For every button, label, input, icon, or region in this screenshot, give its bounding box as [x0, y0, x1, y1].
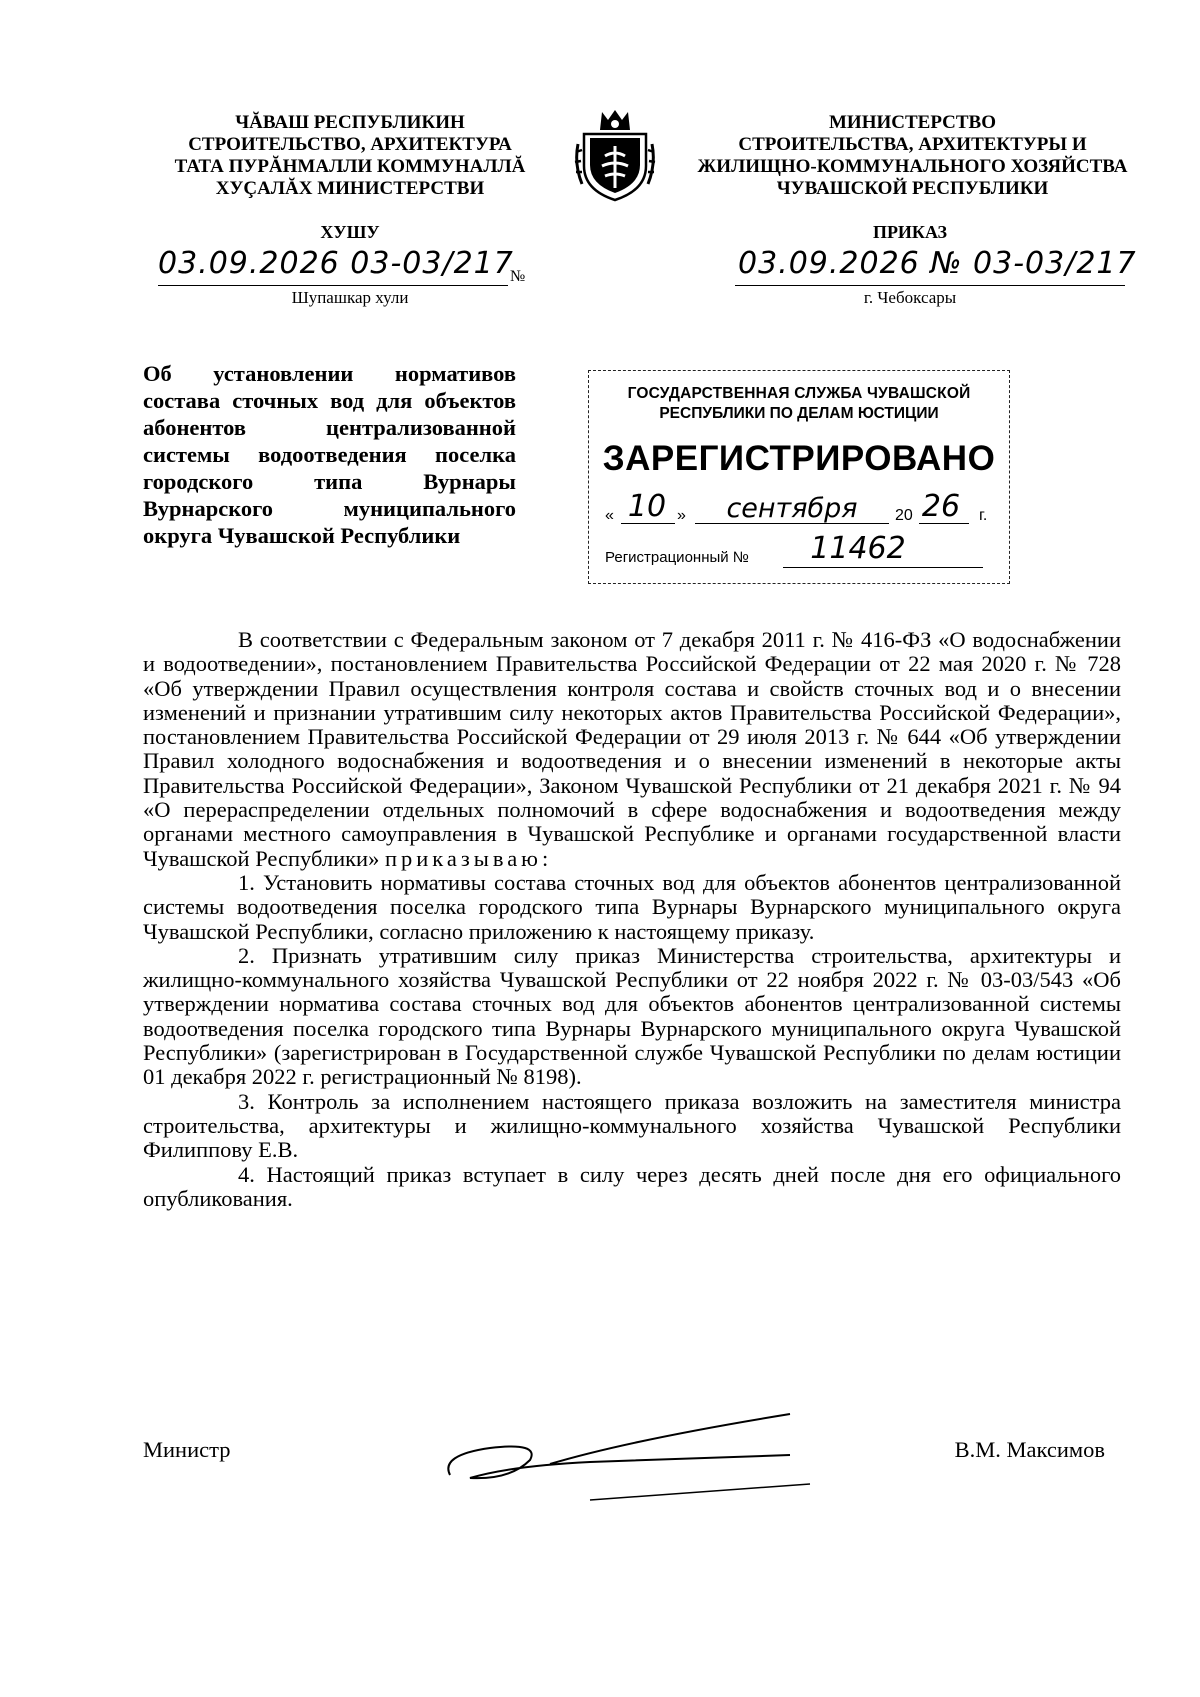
stamp-quote-open: « [605, 507, 614, 524]
header-left-line: ЧĂВАШ РЕСПУБЛИКИН [235, 112, 465, 133]
registration-stamp [588, 370, 1010, 584]
body-paragraph-1: 1. Установить нормативы состава сточных вод для объектов абонентов централизованной системы водоотведения поселка городского типа Вурнары Вурнарского муниципального округа Чувашской Республики, согласно приложению к настоящему приказу. [143, 869, 1121, 944]
number-sign-left: № [510, 268, 526, 285]
doc-type-label-right: ПРИКАЗ [872, 222, 948, 242]
stamp-agency-line2: РЕСПУБЛИКИ ПО ДЕЛАМ ЮСТИЦИИ [659, 405, 939, 422]
stamp-quote-close: » [677, 507, 686, 524]
doc-place-left: Шупашкар хули [291, 288, 409, 307]
stamp-year-suffix: 26 [921, 489, 961, 524]
number-underline-right [735, 285, 1125, 286]
stamp-underline [695, 523, 889, 524]
stamp-reg-number: 11462 [810, 531, 906, 566]
header-left-chuvash [150, 112, 550, 200]
header-left-line: ХУÇАЛĂХ МИНИСТЕРСТВИ [215, 178, 485, 199]
stamp-year-unit: г. [979, 507, 988, 524]
stamp-registered-label: ЗАРЕГИСТРИРОВАНО [602, 439, 996, 478]
header-right-line: МИНИСТЕРСТВО [828, 112, 997, 133]
stamp-registration-row [605, 531, 995, 567]
body-paragraph-2: 2. Признать утратившим силу приказ Министерства строительства, архитектуры и жилищно-коммунального хозяйства Чувашской Республики от 22 ноября 2022 г. № 03-03/543 «Об утверждении норматива состава сточных вод для объектов абонентов централизованной системы водоотведения поселка городского типа Вурнары Вурнарского муниципального округа Чувашской Республики» (зарегистрирован в Государственной службе Чувашской Республики по делам юстиции 01 декабря 2022 г. регистрационный № 8198). [143, 942, 1121, 1090]
header-right-russian [670, 112, 1155, 200]
body-paragraph-4: 4. Настоящий приказ вступает в силу через десять дней после дня его официального опубликования. [143, 1161, 1121, 1211]
intro-text: В соответствии с Федеральным законом от 7 декабря 2011 г. № 416-ФЗ «О водоснабжении и водоотведении», постановлением Правительства Российской Федерации от 22 мая 2020 г. № 728 «Об утверждении Правил осуществления контроля состава и свойств сточных вод и о внесении изменений и признании утратившим силу некоторых актов Правительства Российской Федерации», постановлением Правительства Российской Федерации от 29 июля 2013 г. № 644 «Об утверждении Правил холодного водоснабжения и водоотведения и о внесении изменений в некоторые акты Правительства Российской Федерации», Законом Чувашской Республики от 21 декабря 2021 г. № 94 «О перераспределении отдельных полномочий в сфере водоснабжения и водоотведения между органами местного самоуправления в Чувашской Республике и органами государственной власти Чувашской Республики» [143, 627, 1121, 871]
doc-type-label-left: ХУШУ [320, 222, 380, 242]
stamp-date [605, 489, 995, 527]
stamp-year-prefix: 20 [895, 507, 913, 524]
stamp-month: сентября [726, 493, 858, 524]
header-right-line: ЖИЛИЩНО-КОММУНАЛЬНОГО ХОЗЯЙСТВА [697, 156, 1128, 177]
stamp-day: 10 [627, 489, 667, 524]
coat-of-arms-icon [572, 104, 658, 204]
header-left-line: СТРОИТЕЛЬСТВО, АРХИТЕКТУРА [188, 134, 512, 155]
handwritten-signature [430, 1400, 830, 1510]
stamp-underline [621, 523, 675, 524]
stamp-underline [783, 567, 983, 568]
stamp-underline [919, 523, 969, 524]
doc-number-handwritten-left: 03.09.2026 03-03/217 [158, 246, 514, 281]
stamp-reg-label: Регистрационный № [605, 549, 749, 566]
order-word: приказываю: [384, 845, 553, 871]
number-underline-left [158, 285, 508, 286]
header-right-line: СТРОИТЕЛЬСТВА, АРХИТЕКТУРЫ И [738, 134, 1087, 155]
body-paragraph-intro [143, 628, 1121, 871]
header-left-line: ТАТА ПУРĂНМАЛЛИ КОММУНАЛЛĂ [174, 156, 526, 177]
body-paragraph-3: 3. Контроль за исполнением настоящего приказа возложить на заместителя министра строительства, архитектуры и жилищно-коммунального хозяйства Чувашской Республики Филиппову Е.В. [143, 1088, 1121, 1163]
signatory-name: В.М. Максимов [954, 1437, 1105, 1462]
document-title: Об установлении нормативов состава сточных вод для объектов абонентов централизованной системы водоотведения поселка городского типа Вурнары Вурнарского муниципального округа Чувашской Республики [143, 361, 516, 548]
signatory-title: Министр [143, 1437, 231, 1462]
doc-number-handwritten-right: 03.09.2026 № 03-03/217 [738, 246, 1137, 281]
stamp-agency-line1: ГОСУДАРСТВЕННАЯ СЛУЖБА ЧУВАШСКОЙ [627, 385, 971, 402]
doc-place-right: г. Чебоксары [863, 288, 957, 307]
document-body [143, 628, 1121, 1211]
header-right-line: ЧУВАШСКОЙ РЕСПУБЛИКИ [776, 178, 1049, 199]
